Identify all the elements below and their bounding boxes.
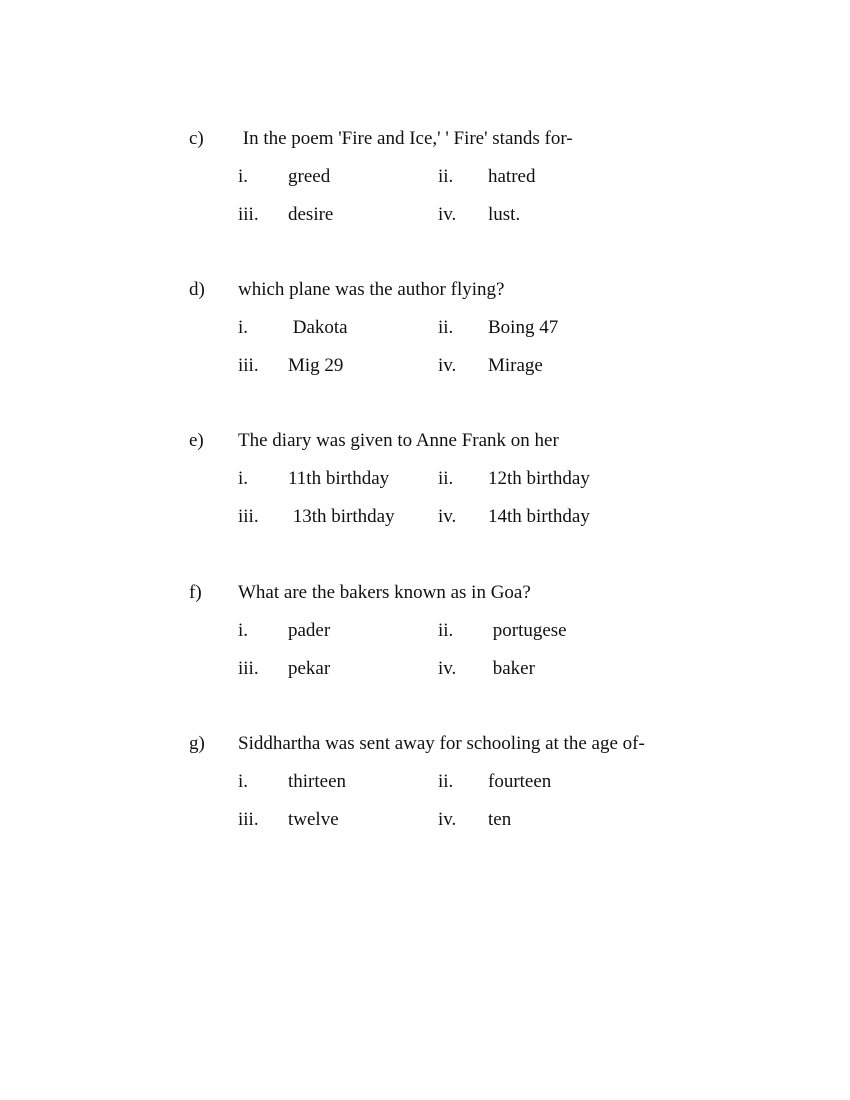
option-numeral: iii. (238, 506, 259, 527)
option-numeral: iv. (438, 506, 457, 527)
option-numeral: ii. (438, 771, 454, 792)
option-numeral: iii. (238, 809, 259, 830)
question-label: f) (189, 582, 202, 603)
option-numeral: ii. (438, 620, 454, 641)
question-label: g) (189, 733, 205, 754)
question-c (0, 127, 850, 237)
option-text: lust. (488, 204, 521, 225)
option-text: portugese (488, 620, 567, 641)
question-e (0, 429, 850, 539)
option-numeral: iv. (438, 658, 457, 679)
option-text: 11th birthday (288, 468, 390, 489)
option-text: Boing 47 (488, 317, 559, 338)
option-text: twelve (288, 809, 339, 830)
option-numeral: iii. (238, 658, 259, 679)
option-numeral: iv. (438, 204, 457, 225)
option-numeral: i. (238, 166, 249, 187)
option-text: desire (288, 204, 334, 225)
question-text: What are the bakers known as in Goa? (238, 582, 531, 603)
question-text: Siddhartha was sent away for schooling at the age of- (238, 733, 645, 754)
option-numeral: ii. (438, 166, 454, 187)
option-text: hatred (488, 166, 536, 187)
option-numeral: ii. (438, 317, 454, 338)
question-f (0, 581, 850, 691)
option-text: thirteen (288, 771, 347, 792)
option-numeral: i. (238, 468, 249, 489)
option-text: Dakota (288, 317, 348, 338)
option-text: 14th birthday (488, 506, 590, 527)
question-text: which plane was the author flying? (238, 279, 505, 300)
question-text: The diary was given to Anne Frank on her (238, 430, 559, 451)
option-text: pader (288, 620, 331, 641)
option-numeral: ii. (438, 468, 454, 489)
option-numeral: iii. (238, 355, 259, 376)
question-label: c) (189, 128, 204, 149)
option-numeral: i. (238, 620, 249, 641)
option-text: 12th birthday (488, 468, 590, 489)
option-text: greed (288, 166, 331, 187)
option-numeral: i. (238, 317, 249, 338)
question-d (0, 278, 850, 388)
question-g (0, 732, 850, 842)
option-text: 13th birthday (288, 506, 395, 527)
option-text: baker (488, 658, 535, 679)
question-label: e) (189, 430, 204, 451)
option-numeral: iv. (438, 355, 457, 376)
option-text: fourteen (488, 771, 552, 792)
option-numeral: iv. (438, 809, 457, 830)
question-text: In the poem 'Fire and Ice,' ' Fire' stands for- (238, 128, 573, 149)
option-text: Mig 29 (288, 355, 344, 376)
option-text: pekar (288, 658, 331, 679)
option-text: ten (488, 809, 512, 830)
option-numeral: i. (238, 771, 249, 792)
option-numeral: iii. (238, 204, 259, 225)
question-label: d) (189, 279, 205, 300)
option-text: Mirage (488, 355, 543, 376)
